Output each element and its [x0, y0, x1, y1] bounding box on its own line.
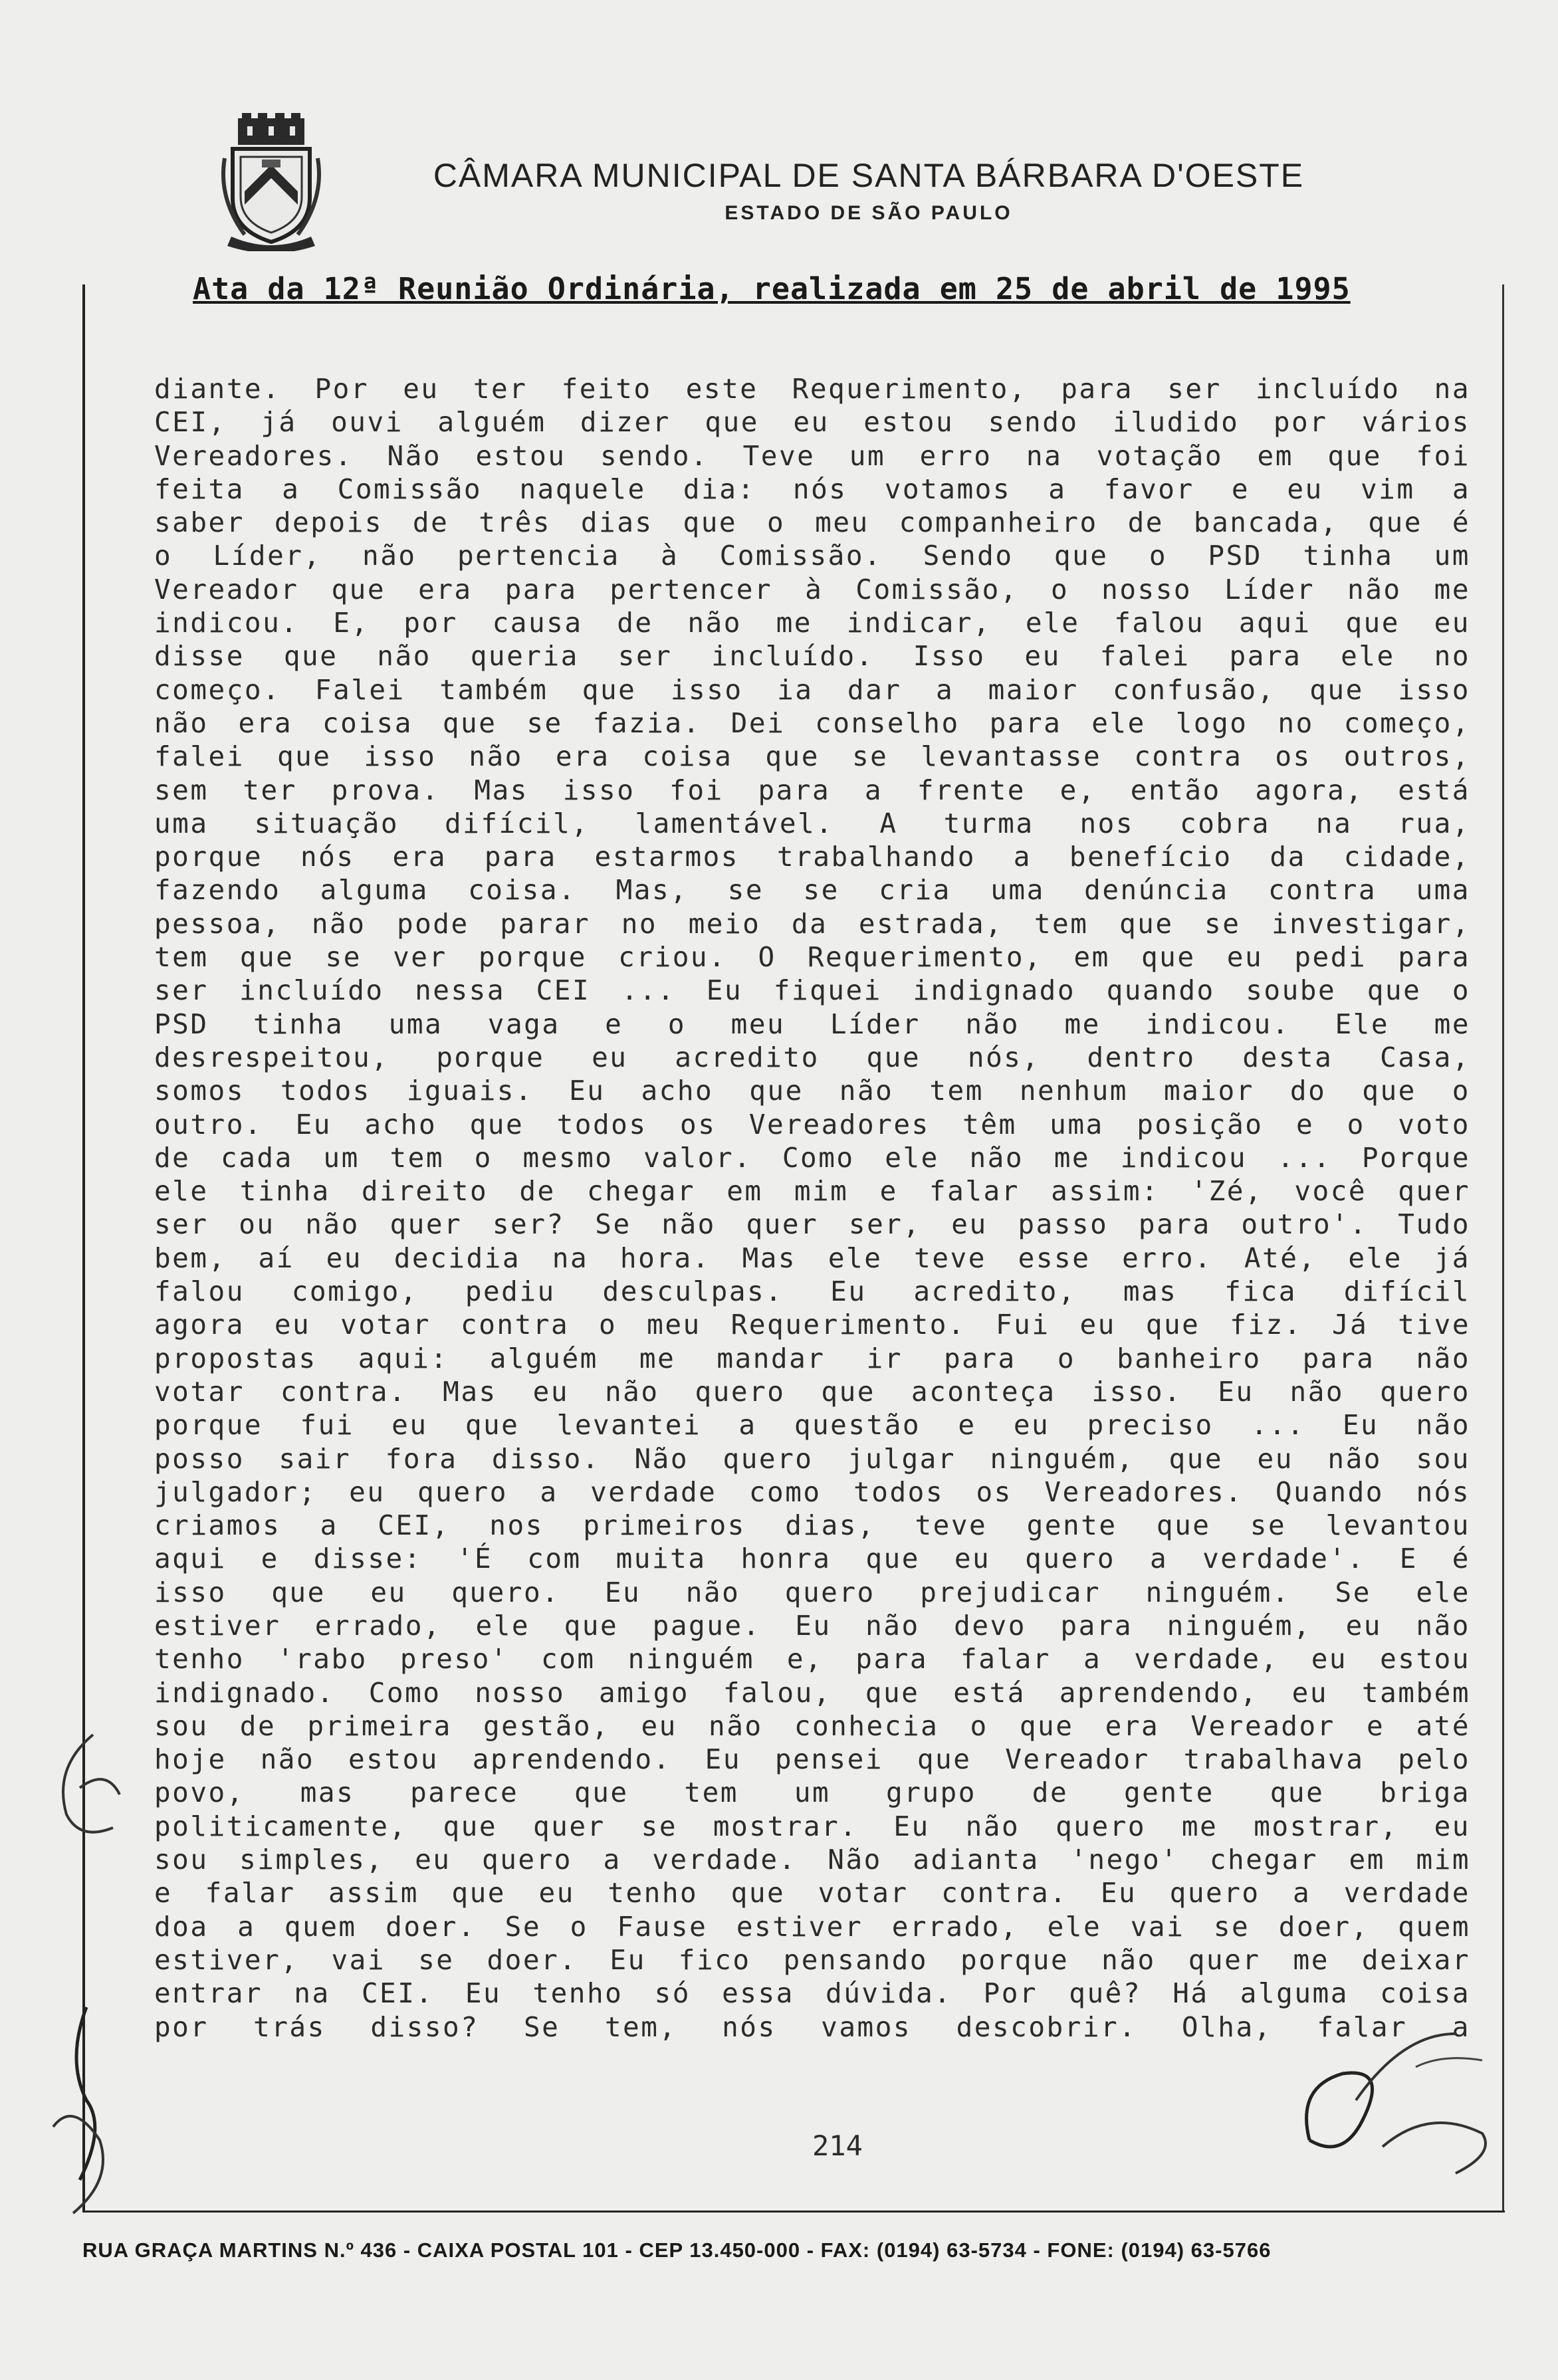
body-line: entrar na CEI. Eu tenho só essa dúvida. Por quê? Há alguma coisa [154, 1977, 1470, 2010]
body-line: por trás disso? Se tem, nós vamos descobrir. Olha, falar a [154, 2010, 1470, 2043]
body-line: doa a quem doer. Se o Fause estiver errado, ele vai se doer, quem [154, 1910, 1470, 1943]
body-line: disse que não queria ser incluído. Isso eu falei para ele no [154, 640, 1470, 673]
body-line: feita a Comissão naquele dia: nós votamos a favor e eu vim a [154, 473, 1470, 505]
body-line: estiver errado, ele que pague. Eu não devo para ninguém, eu não [154, 1609, 1470, 1642]
body-line: começo. Falei também que isso ia dar a maior confusão, que isso [154, 673, 1470, 706]
header-subtitle: ESTADO DE SÃO PAULO [724, 202, 1013, 224]
body-line: porque fui eu que levantei a questão e eu preciso ... Eu não [154, 1409, 1470, 1442]
body-line: de cada um tem o mesmo valor. Como ele não me indicou ... Porque [154, 1141, 1470, 1174]
body-line: estiver, vai se doer. Eu fico pensando porque não quer me deixar [154, 1943, 1470, 1976]
margin-signatures-left [13, 1728, 133, 2233]
footer-rule [82, 2211, 1505, 2213]
body-line: falou comigo, pediu desculpas. Eu acredito, mas fica difícil [154, 1275, 1470, 1308]
body-line: sem ter prova. Mas isso foi para a frente e, então agora, está [154, 774, 1470, 806]
body-line: isso que eu quero. Eu não quero prejudicar ninguém. Se ele [154, 1576, 1470, 1608]
body-line: falei que isso não era coisa que se levantasse contra os outros, [154, 740, 1470, 773]
body-line: hoje não estou aprendendo. Eu pensei que Vereador trabalhava pelo [154, 1743, 1470, 1776]
body-line: votar contra. Mas eu não quero que aconteça isso. Eu não quero [154, 1375, 1470, 1408]
body-line: saber depois de três dias que o meu companheiro de bancada, que é [154, 506, 1470, 539]
body-line: uma situação difícil, lamentável. A turma nos cobra na rua, [154, 807, 1470, 839]
body-line: tenho 'rabo preso' com ninguém e, para falar a verdade, eu estou [154, 1643, 1470, 1676]
body-line: desrespeitou, porque eu acredito que nós, dentro desta Casa, [154, 1041, 1470, 1073]
margin-signatures-right [1283, 2007, 1509, 2207]
body-line: somos todos iguais. Eu acho que não tem nenhum maior do que o [154, 1075, 1470, 1107]
document-title: Ata da 12ª Reunião Ordinária, realizada em 25 de abril de 1995 [193, 271, 1351, 306]
body-line: ser ou não quer ser? Se não quer ser, eu passo para outro'. Tudo [154, 1208, 1470, 1241]
header-title: CÂMARA MUNICIPAL DE SANTA BÁRBARA D'OESTE [433, 157, 1305, 194]
body-line: e falar assim que eu tenho que votar contra. Eu quero a verdade [154, 1877, 1470, 1909]
body-line: propostas aqui: alguém me mandar ir para o banheiro para não [154, 1342, 1470, 1374]
body-line: fazendo alguma coisa. Mas, se se cria uma denúncia contra uma [154, 874, 1470, 907]
body-line: sou simples, eu quero a verdade. Não adianta 'nego' chegar em mim [154, 1844, 1470, 1876]
page-number: 214 [812, 2129, 863, 2162]
body-line: indignado. Como nosso amigo falou, que está aprendendo, eu também [154, 1676, 1470, 1709]
body-line: tem que se ver porque criou. O Requerimento, em que eu pedi para [154, 941, 1470, 974]
body-line: diante. Por eu ter feito este Requerimento, para ser incluído na [154, 373, 1470, 405]
page-frame-right [1502, 284, 1504, 2212]
body-line: aqui e disse: 'É com muita honra que eu quero a verdade'. E é [154, 1543, 1470, 1575]
body-line: CEI, já ouvi alguém dizer que eu estou sendo iludido por vários [154, 406, 1470, 439]
body-line: pessoa, não pode parar no meio da estrada, tem que se investigar, [154, 907, 1470, 940]
footer-address: RUA GRAÇA MARTINS N.º 436 - CAIXA POSTAL 101 - CEP 13.450-000 - FAX: (0194) 63-5734 - FONE: (0194) 63-5766 [82, 2238, 1272, 2262]
body-line: porque nós era para estarmos trabalhando a benefício da cidade, [154, 841, 1470, 873]
body-line: politicamente, que quer se mostrar. Eu não quero me mostrar, eu [154, 1810, 1470, 1842]
body-line: outro. Eu acho que todos os Vereadores têm uma posição e o voto [154, 1108, 1470, 1140]
body-line: sou de primeira gestão, eu não conhecia o que era Vereador e até [154, 1709, 1470, 1742]
body-line: não era coisa que se fazia. Dei conselho para ele logo no começo, [154, 706, 1470, 739]
body-line: bem, aí eu decidia na hora. Mas ele teve esse erro. Até, ele já [154, 1242, 1470, 1274]
minutes-body [154, 372, 1470, 2044]
body-line: indicou. E, por causa de não me indicar, ele falou aqui que eu [154, 607, 1470, 639]
body-line: ser incluído nessa CEI ... Eu fiquei indignado quando soube que o [154, 974, 1470, 1007]
body-line: julgador; eu quero a verdade como todos os Vereadores. Quando nós [154, 1475, 1470, 1508]
body-line: criamos a CEI, nos primeiros dias, teve gente que se levantou [154, 1509, 1470, 1542]
body-line: Vereadores. Não estou sendo. Teve um erro na votação em que foi [154, 439, 1470, 472]
body-line: ele tinha direito de chegar em mim e falar assim: 'Zé, você quer [154, 1175, 1470, 1208]
body-line: povo, mas parece que tem um grupo de gente que briga [154, 1777, 1470, 1809]
body-line: Vereador que era para pertencer à Comissão, o nosso Líder não me [154, 573, 1470, 605]
body-line: posso sair fora disso. Não quero julgar ninguém, que eu não sou [154, 1442, 1470, 1475]
body-line: PSD tinha uma vaga e o meu Líder não me indicou. Ele me [154, 1008, 1470, 1040]
body-line: o Líder, não pertencia à Comissão. Sendo que o PSD tinha um [154, 540, 1470, 572]
body-line: agora eu votar contra o meu Requerimento. Fui eu que fiz. Já tive [154, 1309, 1470, 1341]
